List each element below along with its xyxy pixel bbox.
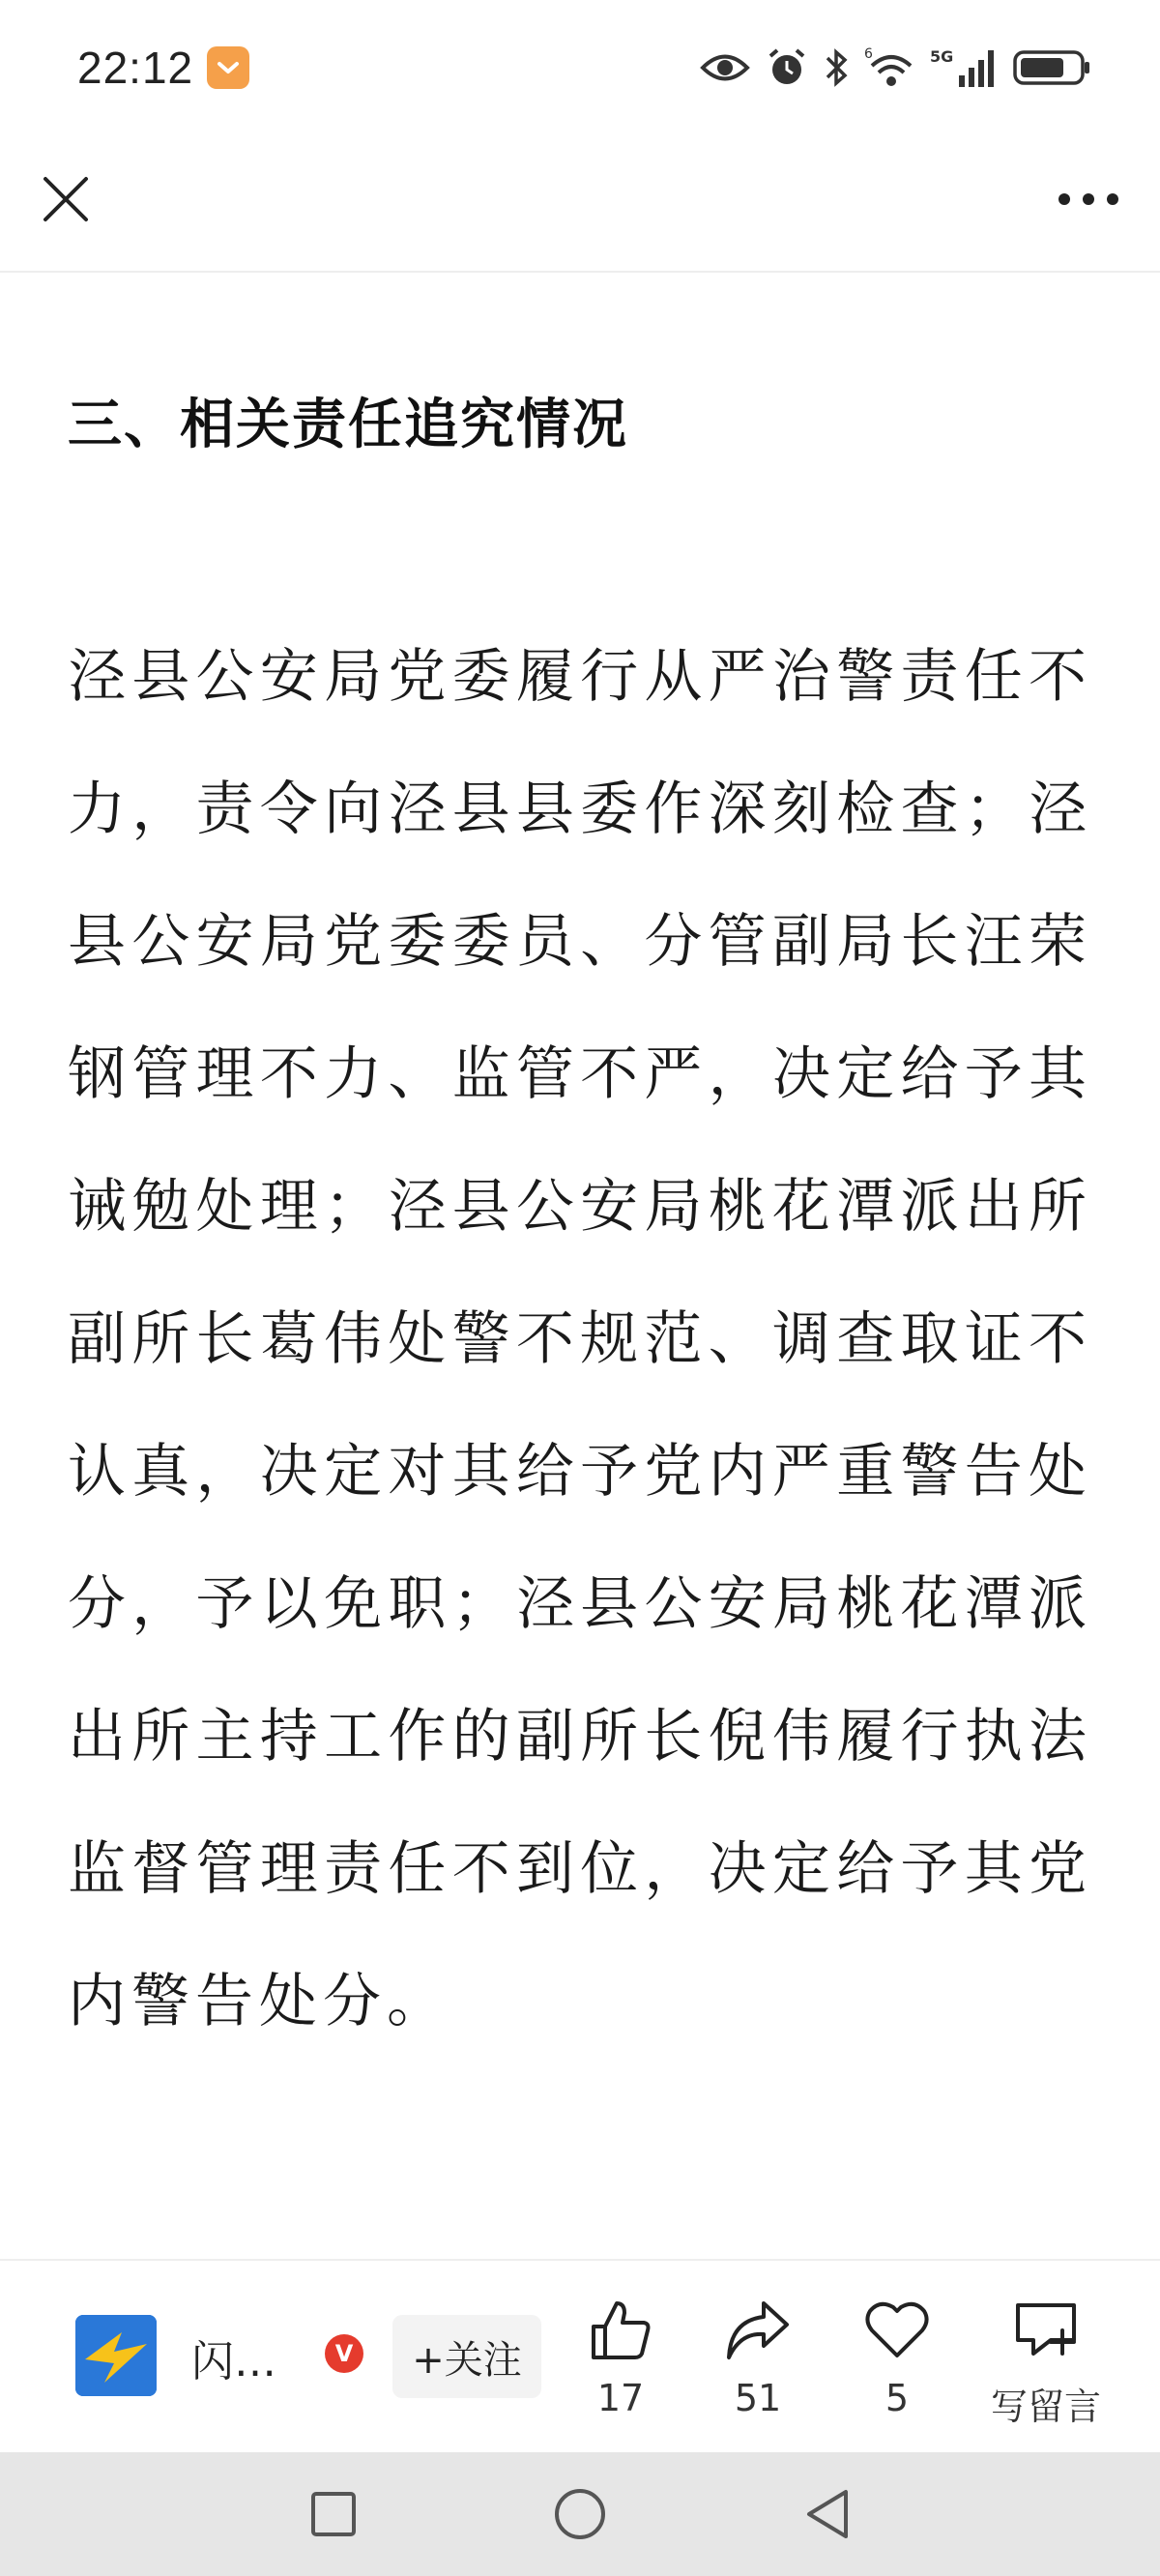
comment-button[interactable] [978,2292,1114,2437]
signal-5g-icon [930,46,998,89]
comment-add-icon [1012,2292,1080,2369]
close-icon [42,175,90,223]
section-heading: 三、相关责任追究情况 [68,394,628,456]
verified-badge: V [325,2334,363,2373]
home-button[interactable] [551,2485,609,2543]
circle-icon [553,2487,607,2541]
status-time: 22:12 [77,43,194,93]
wifi-icon [864,46,914,89]
back-button[interactable] [798,2485,856,2543]
wifi-label: 6 [864,46,873,62]
favorite-button[interactable] [839,2292,955,2437]
network-label: 5G [930,47,954,66]
author-logo[interactable] [75,2315,157,2396]
thumbs-up-icon [588,2292,653,2369]
more-horizontal-icon [1058,192,1119,206]
close-button[interactable] [33,166,99,232]
more-button[interactable] [1050,166,1127,232]
heart-icon [864,2292,930,2369]
bluetooth-icon [824,46,849,89]
status-bar [0,0,1160,135]
follow-button[interactable]: +关注 [392,2315,541,2398]
share-count: 51 [734,2377,782,2419]
nav-bar [0,135,1160,273]
recent-apps-button[interactable] [304,2485,362,2543]
favorite-count: 5 [884,2377,910,2419]
article-content [68,273,1092,2068]
back-triangle-icon [803,2488,852,2540]
share-icon [725,2292,791,2369]
like-button[interactable] [563,2292,679,2437]
system-nav-bar [0,2452,1160,2576]
app-notification-icon [207,46,249,89]
action-bar [0,2259,1160,2452]
author-name[interactable]: 闪… [191,2337,276,2386]
comment-label: 写留言 [990,2386,1101,2428]
eye-icon [700,51,750,84]
square-icon [309,2490,358,2538]
like-count: 17 [596,2377,645,2419]
battery-icon [1013,48,1092,87]
status-left [77,42,249,94]
share-button[interactable] [700,2292,816,2437]
alarm-icon [766,46,808,89]
article-paragraph: 泾县公安局党委履行从严治警责任不力，责令向泾县县委作深刻检查；泾县公安局党委委员、分管副局长汪荣钢管理不力、监管不严，决定给予其诫勉处理；泾县公安局桃花潭派出所副所长葛伟处警不规范、调查取证不认真，决定对其给予党内严重警告处分，予以免职；泾县公安局桃花潭派出所主持工作的副所长倪伟履行执法监督管理责任不到位，决定给予其党内警告处分。 [68,643,1092,2035]
status-right [700,46,1092,89]
